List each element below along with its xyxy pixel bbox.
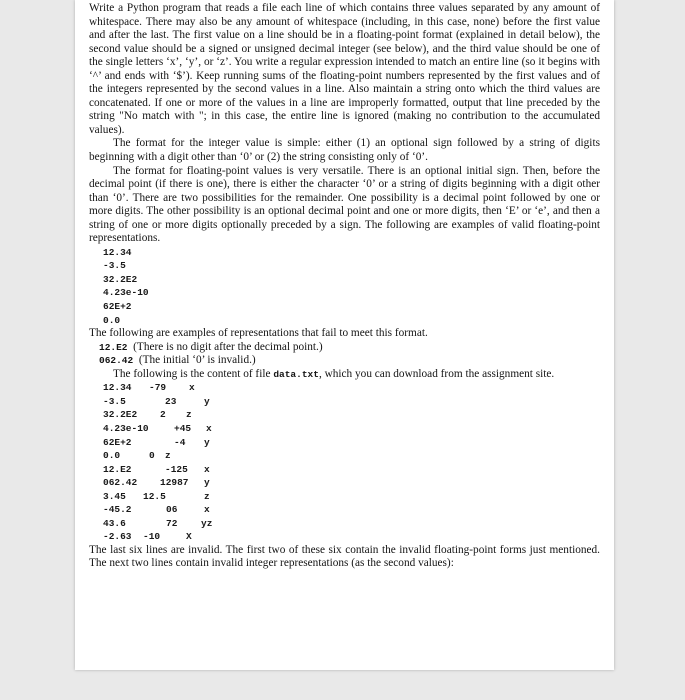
file-line-float: 3.45 [103,490,126,502]
file-line [103,408,600,422]
file-line-letter: yz [201,517,213,529]
file-name: data.txt [273,368,319,380]
file-line-float: 4.23e-10 [103,422,149,434]
intro-paragraph: Write a Python program that reads a file each line of which contains three values separated by any amount of whitespace. There may also be any amount of whitespace (including, in this case, none) before the first value and after the last. The first value on a line should be in a floating-point format (explained in detail below), the second value should be a signed or unsigned decimal integer (see below), and the third value should be one of the single letters ‘x’, ‘y’, or ‘z’. You write a regular expression intended to match an entire line (so it begins with ‘^’ and ends with ‘$’). Keep running sums of the floating-point numbers represented by the first values and of the integers represented by the second values in a line. Also maintain a string onto which the third values are concatenated. If one or more of the values in a line are improperly formatted, output that line preceded by the string "No match with "; in this case, the entire line is ignored (making no contribution to the accumulated values). [89,2,600,136]
file-line-float: 32.2E2 [103,409,138,421]
file-line-int: 06 [166,504,178,516]
file-line-letter: z [186,409,192,421]
file-line-letter: y [204,436,210,448]
document-text [89,2,600,571]
file-line-letter: x [206,422,212,434]
file-line-letter: y [204,395,210,407]
file-line [103,490,600,504]
valid-example: 0.0 [103,314,121,326]
file-line [103,449,600,463]
file-line-float: 62E+2 [103,436,132,448]
integer-format-paragraph: The format for the integer value is simple: either (1) an optional sign followed by a string of digits beginning with a digit other than ‘0’ or (2) the string consisting only of ‘0’. [89,137,600,164]
file-line-letter: z [204,490,210,502]
file-line-int: -4 [174,436,186,448]
file-line-int: 2 [160,409,166,421]
file-line [103,463,600,477]
valid-example: 12.34 [103,246,132,258]
file-line [103,503,600,517]
file-content [103,381,600,544]
file-line-letter: x [204,504,210,516]
valid-example: -3.5 [103,260,126,272]
file-line-float: 0.0 [103,450,121,462]
file-line-letter: x [204,463,210,475]
file-line-float: 12.34 [103,382,132,394]
valid-example: 62E+2 [103,301,132,313]
file-line-float: 43.6 [103,517,126,529]
valid-examples [103,246,600,327]
file-line-int: 0 [149,450,155,462]
file-line [103,517,600,531]
file-intro-text: The following is the content of file [113,367,274,380]
file-line-float: -3.5 [103,395,126,407]
file-line-int: 72 [166,517,178,529]
file-intro-paragraph [89,368,600,382]
file-line-int: 12987 [160,477,189,489]
document-page [75,0,614,670]
file-line-float: 062.42 [103,477,138,489]
fail-example-code: 12.E2 [99,341,128,353]
file-line-letter: y [204,477,210,489]
file-line [103,395,600,409]
float-format-paragraph: The format for floating-point values is very versatile. There is an optional initial sign. Then, before the decimal point (if there is one), there is either the character ‘0’ or a string of digits beginning with a digit other than ‘0’. There are two possibilities for the remainder. One possibility is a decimal point followed by one or more digits. The other possibility is an optional decimal point and one or more digits, then ‘E’ or ‘e’, and then a string of one or more digits optionally preceded by a sign. The following are examples of valid floating-point representations. [89,164,600,245]
file-line-letter: x [189,382,195,394]
file-line [103,422,600,436]
file-line [103,436,600,450]
file-line-letter: z [165,450,171,462]
fail-example-code: 062.42 [99,355,134,367]
fail-example-note: (The initial ‘0’ is invalid.) [138,354,256,367]
file-line-int: -10 [143,531,161,543]
file-line [103,476,600,490]
file-line-int: 23 [165,395,177,407]
fail-example [99,341,600,355]
file-line-float: -2.63 [103,531,132,543]
fail-example [99,354,600,368]
valid-example: 32.2E2 [103,273,138,285]
fail-example-note: (There is no digit after the decimal point.) [133,340,323,353]
file-line-int: 12.5 [143,490,166,502]
file-line-float: -45.2 [103,504,132,516]
fail-intro-paragraph: The following are examples of representations that fail to meet this format. [89,327,428,340]
file-line-int: +45 [174,422,192,434]
last-paragraph: The last six lines are invalid. The first two of these six contain the invalid floating-point forms just mentioned. The next two lines contain invalid integer representations (as the second values): [89,543,600,570]
file-line-float: 12.E2 [103,463,132,475]
file-line [103,381,600,395]
file-line-int: -79 [149,382,167,394]
valid-example: 4.23e-10 [103,287,149,299]
file-intro-text-end: , which you can download from the assignment site. [318,367,555,380]
file-line [103,530,600,544]
file-line-letter: X [186,531,192,543]
file-line-int: -125 [165,463,188,475]
